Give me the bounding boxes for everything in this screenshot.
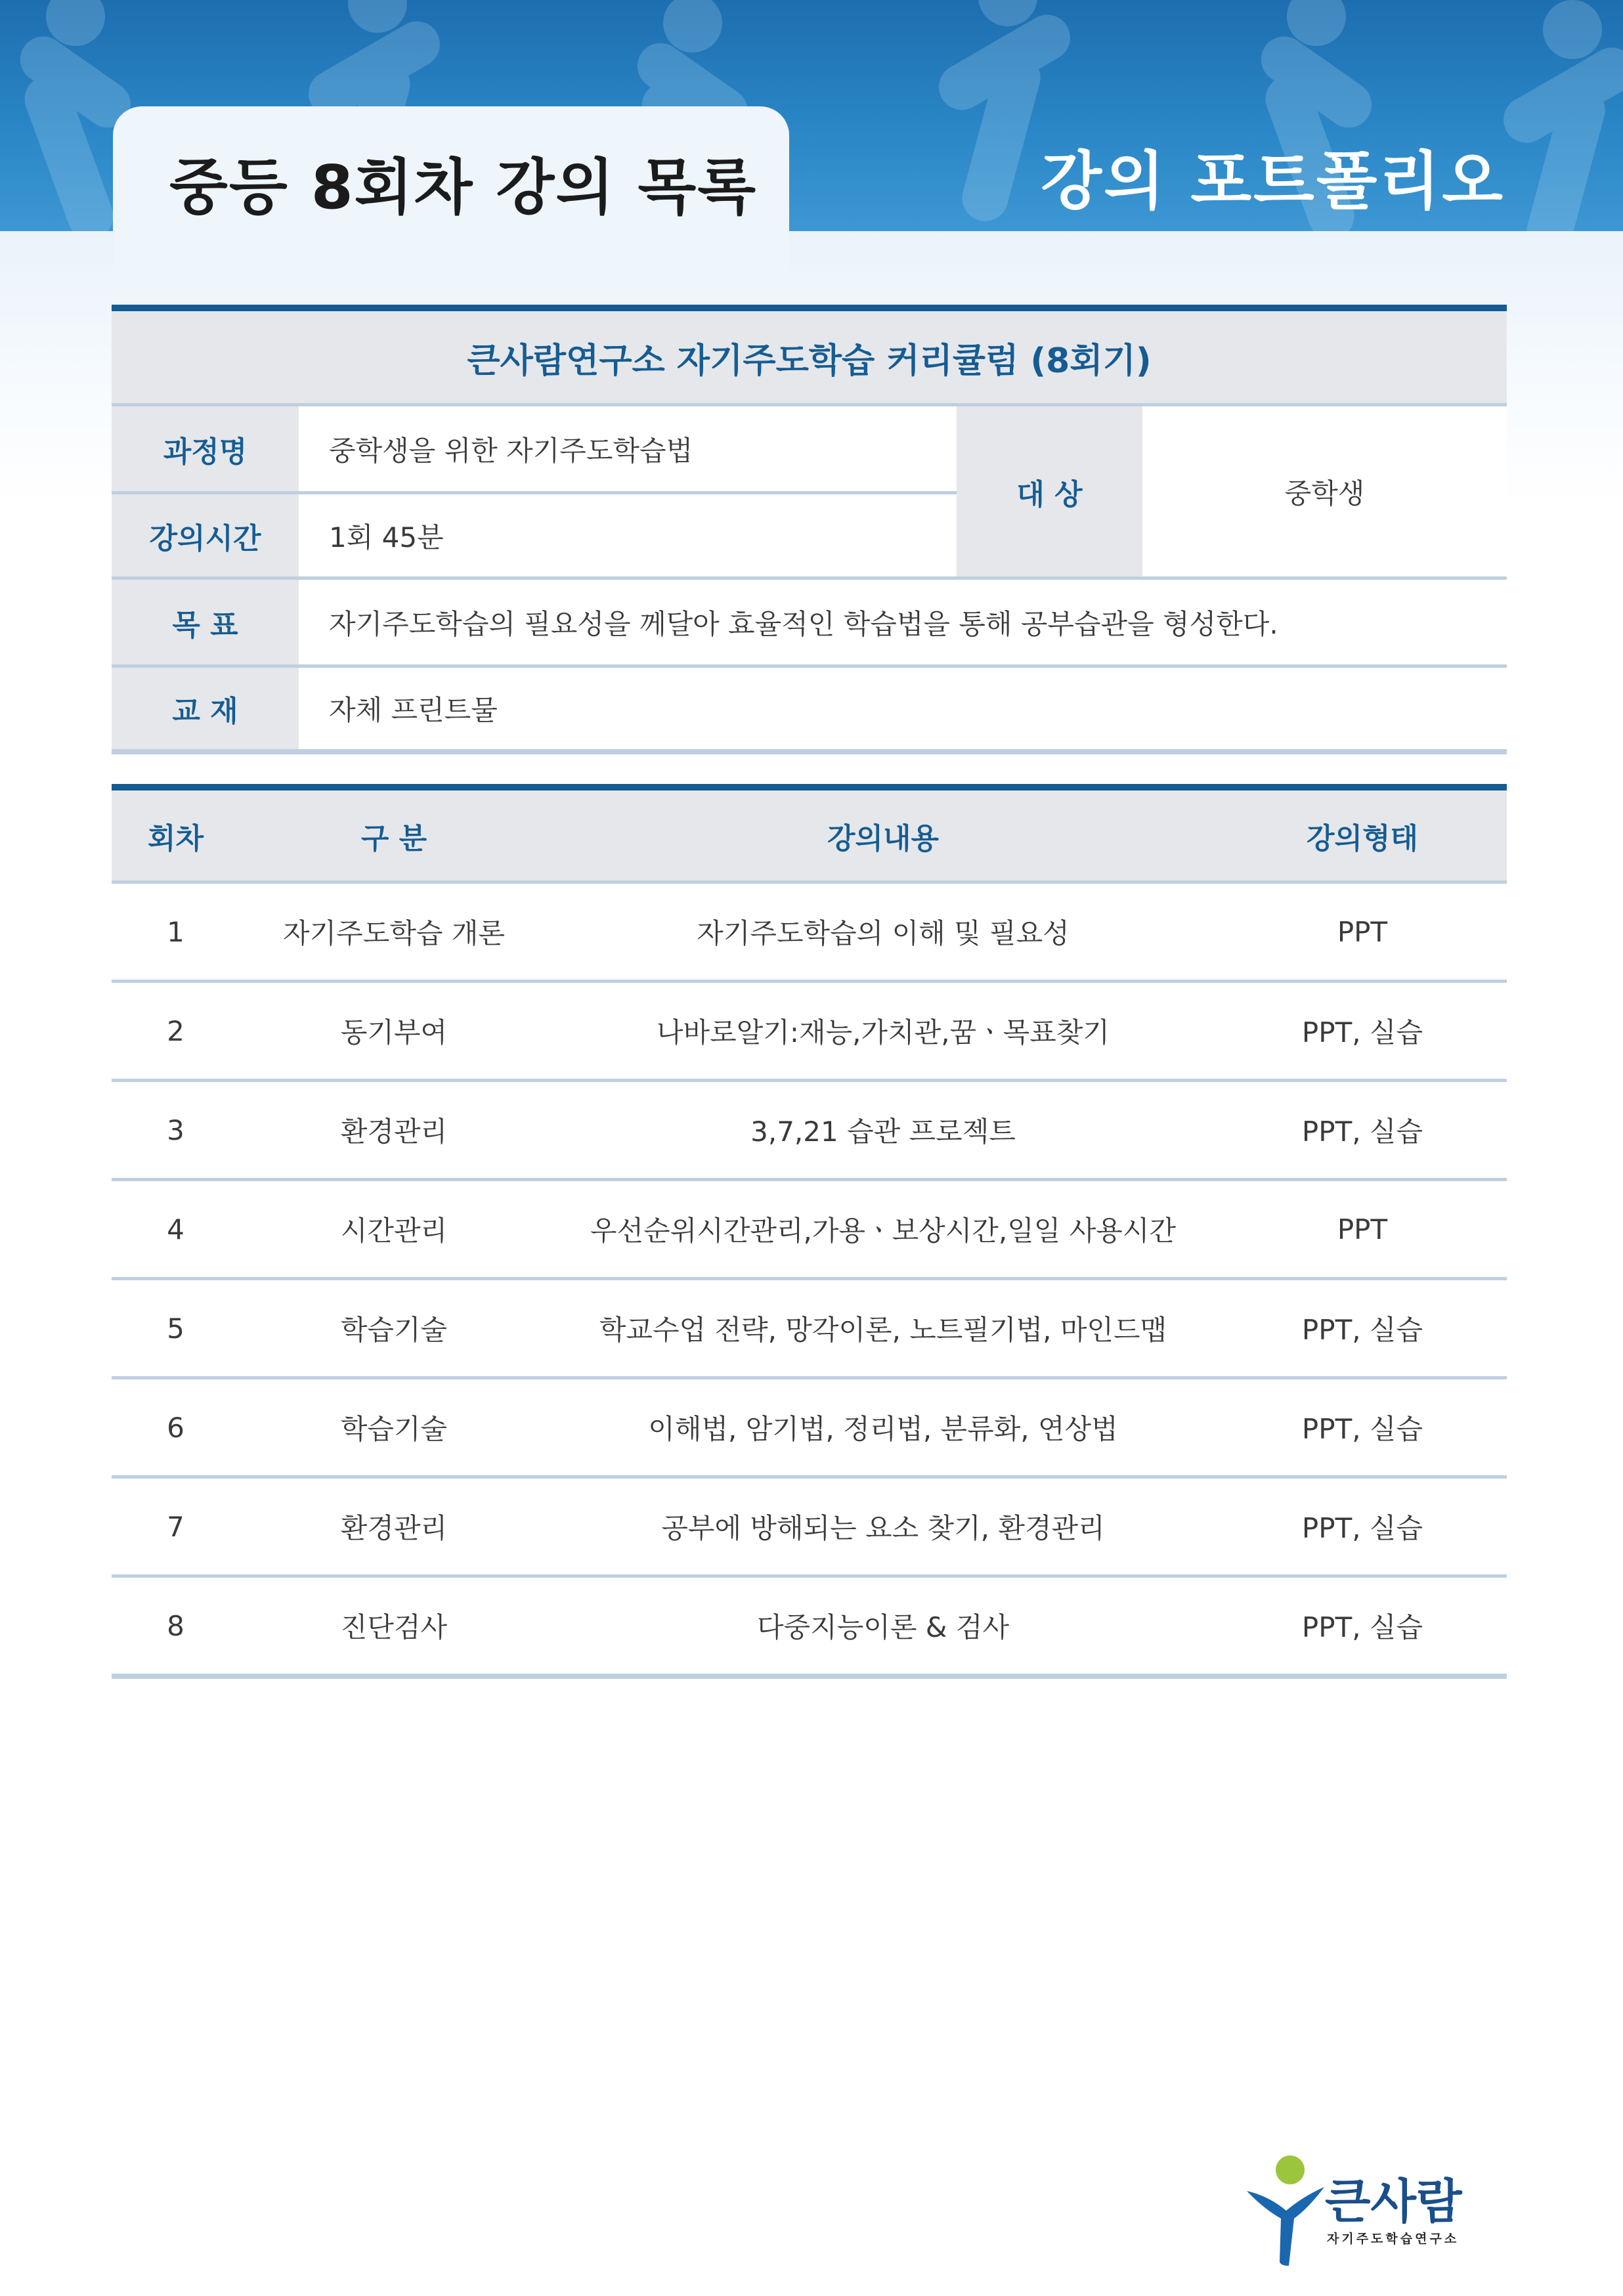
goal-label: 목 표 [112, 580, 299, 668]
time-value: 1회 45분 [299, 494, 957, 580]
session-number: 5 [167, 1312, 184, 1345]
session-number: 6 [167, 1411, 184, 1444]
table-row [112, 1082, 1507, 1181]
material-label: 교 재 [112, 668, 299, 754]
time-label: 강의시간 [112, 494, 299, 580]
session-format: PPT, 실습 [1301, 1314, 1423, 1346]
lecture-table [112, 784, 1507, 1679]
column-header-content: 강의내용 [827, 821, 939, 856]
table-header-row [112, 791, 1507, 884]
logo-subtitle: 자기주도학습연구소 [1327, 2232, 1460, 2246]
table-row [112, 1379, 1507, 1479]
target-label: 대 상 [957, 406, 1142, 580]
table-row [112, 1479, 1507, 1578]
material-value: 자체 프린트물 [299, 668, 1507, 754]
session-content: 나바로알기:재능,가치관,꿈ㆍ목표찾기 [656, 1016, 1110, 1049]
session-content: 우선순위시간관리,가용ㆍ보상시간,일일 사용시간 [590, 1215, 1177, 1247]
session-content: 다중지능이론 & 검사 [756, 1611, 1010, 1643]
session-format: PPT [1337, 1213, 1388, 1245]
logo-person-icon [1243, 2150, 1328, 2268]
table-row [112, 983, 1507, 1082]
course-value: 중학생을 위한 자기주도학습법 [299, 406, 957, 494]
organization-logo [1243, 2150, 1499, 2268]
page-title: 중등 8회차 강의 목록 [169, 152, 758, 223]
session-content: 학교수업 전략, 망각이론, 노트필기법, 마인드맵 [599, 1314, 1167, 1346]
session-category: 학습기술 [340, 1413, 448, 1445]
session-number: 4 [167, 1213, 184, 1245]
session-content: 공부에 방해되는 요소 찾기, 환경관리 [661, 1512, 1105, 1544]
goal-value: 자기주도학습의 필요성을 께달아 효율적인 학습법을 통해 공부습관을 형성한다. [299, 580, 1507, 668]
session-number: 2 [167, 1014, 184, 1047]
session-category: 환경관리 [340, 1512, 448, 1544]
session-number: 3 [167, 1114, 184, 1146]
table-row [112, 884, 1507, 983]
session-content: 3,7,21 습관 프로젝트 [750, 1116, 1016, 1148]
session-category: 학습기술 [340, 1314, 448, 1346]
column-header-format: 강의형태 [1306, 821, 1418, 856]
session-category: 시간관리 [340, 1215, 448, 1247]
session-format: PPT, 실습 [1301, 1611, 1423, 1643]
table-row [112, 1280, 1507, 1379]
session-category: 진단검사 [340, 1611, 448, 1643]
session-number: 8 [167, 1609, 184, 1642]
session-category: 환경관리 [340, 1116, 448, 1148]
session-format: PPT, 실습 [1301, 1413, 1423, 1445]
column-header-session: 회차 [147, 821, 204, 856]
session-category: 자기주도학습 개론 [283, 917, 505, 949]
session-format: PPT, 실습 [1301, 1016, 1423, 1049]
table-row [112, 1578, 1507, 1679]
course-label: 과정명 [112, 406, 299, 494]
session-content: 자기주도학습의 이해 및 필요성 [697, 917, 1070, 949]
session-format: PPT [1337, 915, 1388, 948]
curriculum-info-table [112, 305, 1507, 754]
curriculum-heading: 큰사람연구소 자기주도학습 커리큘럼 (8회기) [112, 311, 1507, 406]
session-number: 7 [167, 1510, 184, 1543]
session-number: 1 [167, 915, 184, 948]
column-header-category: 구 분 [360, 821, 427, 856]
portfolio-title: 강의 포트폴리오 [1041, 144, 1505, 218]
session-category: 동기부여 [340, 1016, 448, 1049]
session-content: 이해법, 암기법, 정리법, 분류화, 연상법 [648, 1413, 1118, 1445]
session-format: PPT, 실습 [1301, 1116, 1423, 1148]
table-row [112, 1181, 1507, 1280]
session-format: PPT, 실습 [1301, 1512, 1423, 1544]
logo-name: 큰사람 [1325, 2174, 1462, 2229]
target-value: 중학생 [1142, 406, 1507, 580]
